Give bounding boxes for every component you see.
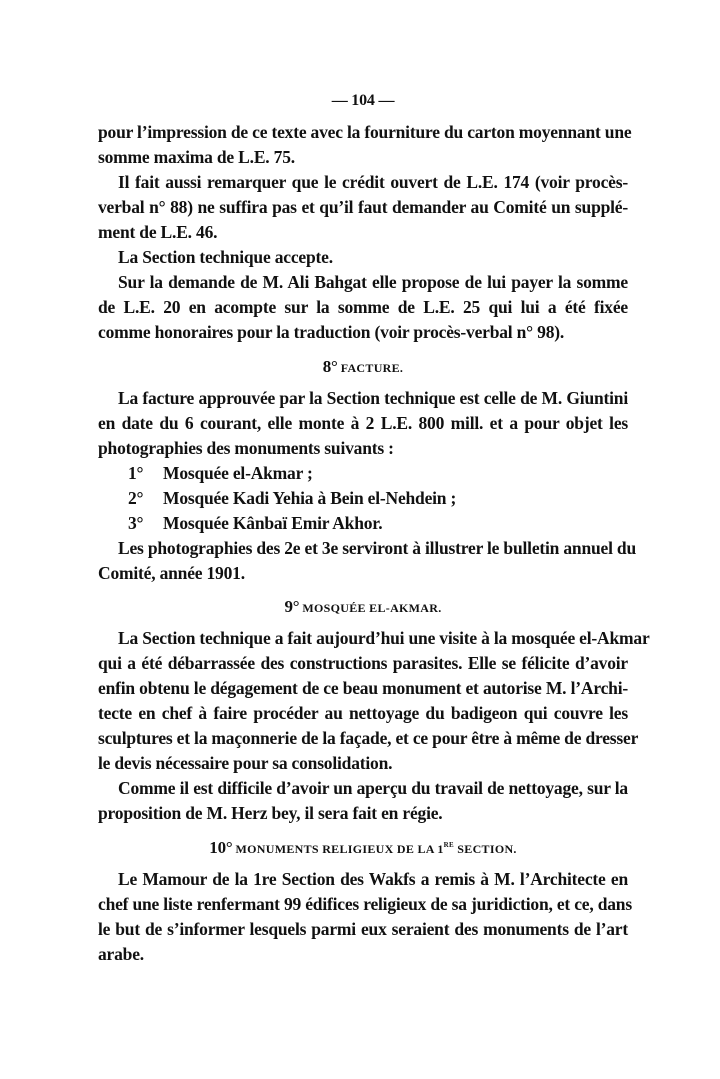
- text-line: en date du 6 courant, elle monte à 2 L.E. 800 mill. et a pour objet les: [98, 413, 628, 433]
- section-title-superscript: re: [443, 839, 454, 850]
- section-title-text: SECTION.: [454, 842, 517, 856]
- text-line: comme honoraires pour la traduction (voir procès-verbal n° 98).: [98, 322, 565, 342]
- list-item-number: 3°: [128, 513, 144, 533]
- text-line: La facture approuvée par la Section technique est celle de M. Giuntini: [118, 388, 628, 408]
- section-title: [235, 839, 517, 856]
- text-line: somme maxima de L.E. 75.: [98, 147, 295, 167]
- text-line: enfin obtenu le dégagement de ce beau monument et autorise M. l’Archi-: [98, 678, 628, 698]
- text-line: le but de s’informer lesquels parmi eux seraient des monuments de l’art: [98, 919, 628, 939]
- text-line: photographies des monuments suivants :: [98, 438, 394, 458]
- page-number: — 104 —: [331, 92, 395, 109]
- text-line: Il fait aussi remarquer que le crédit ouvert de L.E. 174 (voir procès-: [118, 172, 628, 192]
- text-line: La Section technique accepte.: [118, 247, 333, 267]
- section-heading-10: [98, 837, 628, 860]
- section-number: 8°: [322, 357, 338, 376]
- text-line: arabe.: [98, 944, 144, 964]
- text-line: Comme il est difficile d’avoir un aperçu du travail de nettoyage, sur la: [118, 778, 628, 798]
- list-item-text: Mosquée el-Akmar ;: [163, 463, 313, 483]
- list-item-number: 1°: [128, 463, 144, 483]
- section-heading-9: [98, 596, 628, 619]
- text-line: Comité, année 1901.: [98, 563, 245, 583]
- list-item-text: Mosquée Kânbaï Emir Akhor.: [163, 513, 383, 533]
- text-line: qui a été débarrassée des constructions parasites. Elle se félicite d’avoir: [98, 653, 628, 673]
- text-line: sculptures et la maçonnerie de la façade, et ce pour être à même de dresser: [98, 728, 639, 748]
- list-item-text: Mosquée Kadi Yehia à Bein el-Nehdein ;: [163, 488, 457, 508]
- section-title-text: MONUMENTS RELIGIEUX DE LA 1: [235, 842, 444, 856]
- text-line: tecte en chef à faire procéder au nettoyage du badigeon qui couvre les: [98, 703, 628, 723]
- section-number: 10°: [209, 838, 233, 857]
- text-line: le devis nécessaire pour sa consolidation.: [98, 753, 393, 773]
- text-line: chef une liste renfermant 99 édifices religieux de sa juridiction, et ce, dans: [98, 894, 632, 914]
- section-title: FACTURE.: [340, 361, 404, 375]
- section-title: MOSQUÉE EL-AKMAR.: [302, 601, 442, 615]
- text-line: proposition de M. Herz bey, il sera fait en régie.: [98, 803, 443, 823]
- text-line: Les photographies des 2e et 3e serviront à illustrer le bulletin annuel du: [118, 538, 637, 558]
- list-item-number: 2°: [128, 488, 144, 508]
- text-line: verbal n° 88) ne suffira pas et qu’il faut demander au Comité un supplé-: [98, 197, 628, 217]
- section-heading-8: [98, 356, 628, 379]
- text-line: La Section technique a fait aujourd’hui une visite à la mosquée el-Akmar: [118, 628, 650, 648]
- section-number: 9°: [284, 597, 300, 616]
- text-line: pour l’impression de ce texte avec la fourniture du carton moyennant une: [98, 122, 632, 142]
- text-line: Le Mamour de la 1re Section des Wakfs a remis à M. l’Architecte en: [118, 869, 628, 889]
- text-line: de L.E. 20 en acompte sur la somme de L.E. 25 qui lui a été fixée: [98, 297, 628, 317]
- text-line: ment de L.E. 46.: [98, 222, 218, 242]
- text-line: Sur la demande de M. Ali Bahgat elle propose de lui payer la somme: [118, 272, 628, 292]
